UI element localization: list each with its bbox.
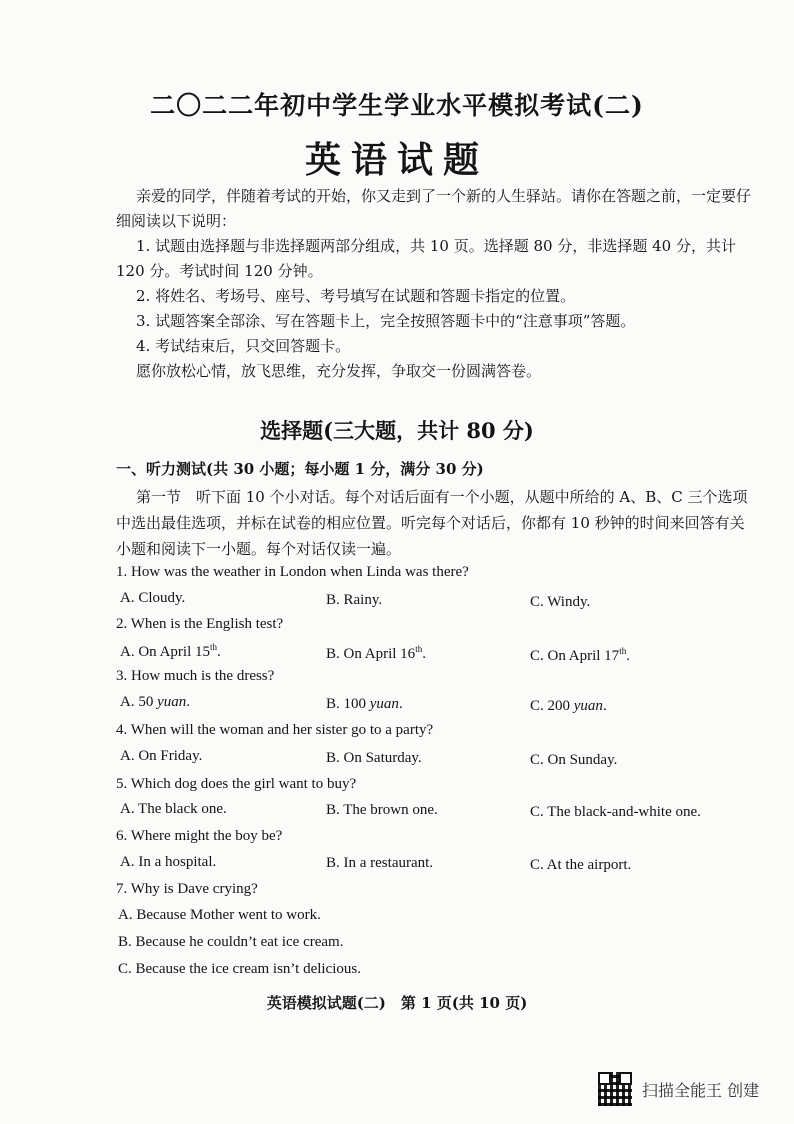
question-3-option-a: A. 50 yuan. xyxy=(120,694,191,710)
question-7-option-b: B. Because he couldn’t eat ice cream. xyxy=(118,934,344,950)
instruction-rule-1: 1. 试题由选择题与非选择题两部分组成，共 10 页。选择题 80 分，非选择题 40 分，共计 120 分。考试时间 120 分钟。 xyxy=(116,237,736,280)
sub-section-text: 第一节 听下面 10 个小对话。每个对话后面有一个小题，从题中所给的 A、B、C 三个选项中选出最佳选项，并标在试卷的相应位置。听完每个对话后，你都有 10 秒钟的时间来回答有关小题和阅读下一小题。每个对话仅读一遍。 xyxy=(116,488,748,558)
section-title: 选择题(三大题，共计 80 分) xyxy=(260,418,534,443)
question-1-option-b: B. Rainy. xyxy=(326,592,383,608)
instructions-greeting: 亲爱的同学，伴随着考试的开始，你又走到了一个新的人生驿站。请你在答题之前，一定要仔细阅读以下说明： xyxy=(116,187,752,230)
question-2: 2. When is the English test? xyxy=(116,616,284,632)
qr-code-icon xyxy=(598,1072,632,1106)
page-footer: 英语模拟试题(二) 第 1 页(共 10 页) xyxy=(266,994,528,1012)
instruction-rule-4: 4. 考试结束后，只交回答题卡。 xyxy=(136,337,351,355)
instruction-rule-3: 3. 试题答案全部涂、写在答题卡上，完全按照答题卡中的“注意事项”答题。 xyxy=(136,312,636,330)
question-7: 7. Why is Dave crying? xyxy=(116,881,258,897)
question-1-option-c: C. Windy. xyxy=(530,594,591,610)
question-1: 1. How was the weather in London when Linda was there? xyxy=(116,564,469,580)
question-4: 4. When will the woman and her sister go to a party? xyxy=(116,722,434,738)
question-5-option-b: B. The brown one. xyxy=(326,802,438,818)
question-6-option-b: B. In a restaurant. xyxy=(326,855,434,871)
question-6-option-a: A. In a hospital. xyxy=(120,854,217,870)
question-5-option-c: C. The black-and-white one. xyxy=(530,804,701,820)
question-1-option-a: A. Cloudy. xyxy=(120,590,186,606)
sub-section-intro xyxy=(116,484,756,562)
question-5-option-a: A. The black one. xyxy=(120,801,227,817)
watermark-text: 扫描全能王 创建 xyxy=(642,1080,760,1100)
instruction-rule-2: 2. 将姓名、考场号、座号、考号填写在试题和答题卡指定的位置。 xyxy=(136,287,576,305)
question-3: 3. How much is the dress? xyxy=(116,668,275,684)
part-title: 一、听力测试(共 30 小题；每小题 1 分，满分 30 分) xyxy=(116,460,484,478)
instructions xyxy=(116,184,756,384)
question-2-option-a: A. On April 15th. xyxy=(120,642,221,660)
exam-title: 二〇二二年初中学生学业水平模拟考试(二) xyxy=(150,91,644,120)
scanner-watermark xyxy=(598,1072,759,1106)
instructions-wish: 愿你放松心情，放飞思维，充分发挥，争取交一份圆满答卷。 xyxy=(136,362,542,380)
question-4-option-b: B. On Saturday. xyxy=(326,750,422,766)
question-3-option-b: B. 100 yuan. xyxy=(326,696,403,712)
question-2-option-b: B. On April 16th. xyxy=(326,644,426,662)
question-4-option-a: A. On Friday. xyxy=(120,748,203,764)
question-5: 5. Which dog does the girl want to buy? xyxy=(116,776,357,792)
question-2-option-c: C. On April 17th. xyxy=(530,646,630,664)
question-3-option-c: C. 200 yuan. xyxy=(530,698,607,714)
question-4-option-c: C. On Sunday. xyxy=(530,752,618,768)
question-7-option-c: C. Because the ice cream isn’t delicious. xyxy=(118,961,361,977)
question-6-option-c: C. At the airport. xyxy=(530,857,632,873)
question-6: 6. Where might the boy be? xyxy=(116,828,283,844)
subject-title: 英语试题 xyxy=(304,139,489,181)
question-7-option-a: A. Because Mother went to work. xyxy=(118,907,321,923)
